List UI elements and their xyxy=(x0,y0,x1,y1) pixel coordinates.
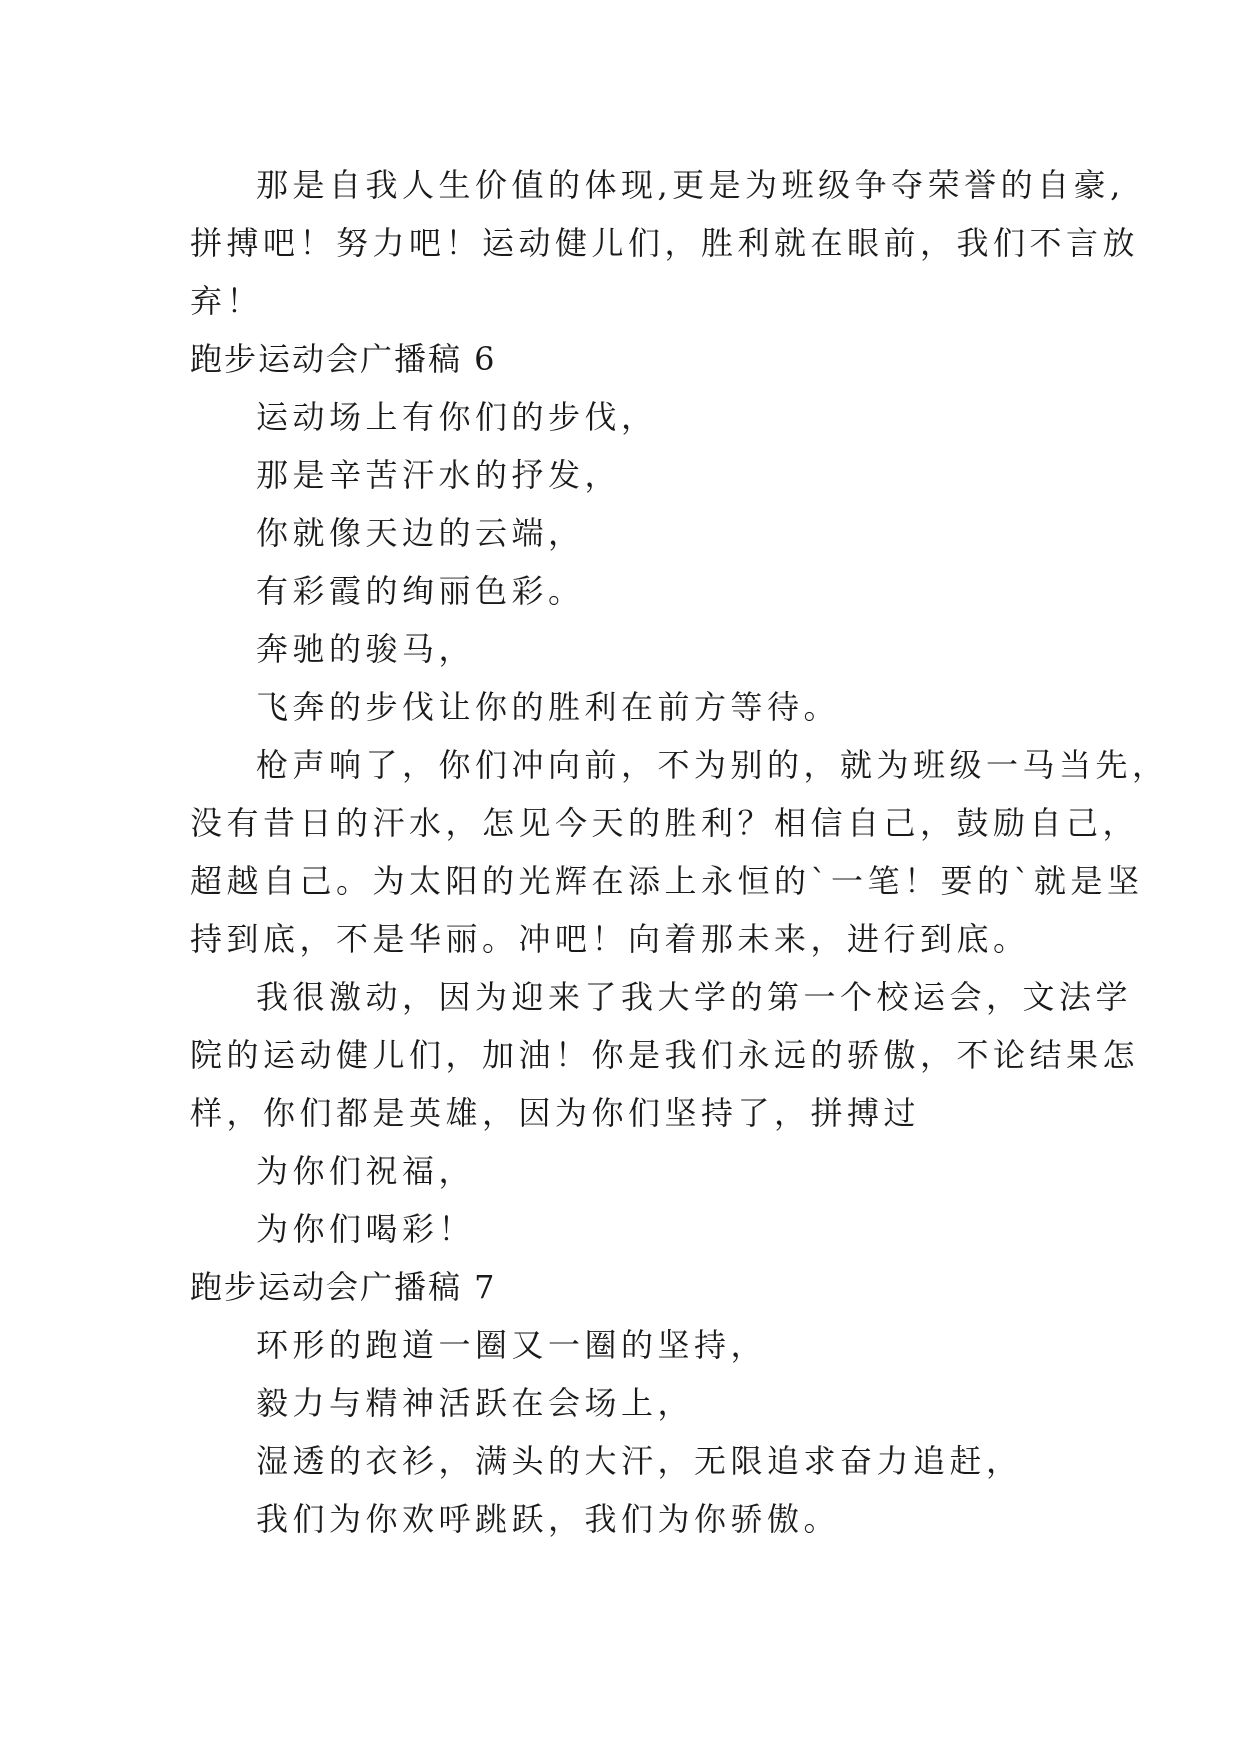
paragraph-line: 为你们喝彩！ xyxy=(256,1210,476,1248)
paragraph-line: 超越自己。为太阳的光辉在添上永恒的`一笔！要的`就是坚 xyxy=(190,862,1144,900)
paragraph-line: 样，你们都是英雄，因为你们坚持了，拼搏过 xyxy=(190,1094,921,1132)
paragraph-line: 弃！ xyxy=(190,282,264,320)
paragraph-line: 拼搏吧！努力吧！运动健儿们，胜利就在眼前，我们不言放 xyxy=(190,224,1140,262)
paragraph-line: 我很激动，因为迎来了我大学的第一个校运会，文法学 xyxy=(256,978,1133,1016)
paragraph-line: 院的运动健儿们，加油！你是我们永远的骄傲，不论结果怎 xyxy=(190,1036,1140,1074)
paragraph-line: 那是辛苦汗水的抒发， xyxy=(256,456,622,494)
paragraph-line: 枪声响了，你们冲向前，不为别的，就为班级一马当先， xyxy=(256,746,1169,784)
paragraph-line: 没有昔日的汗水，怎见今天的胜利？相信自己，鼓励自己， xyxy=(190,804,1140,842)
section-heading: 跑步运动会广播稿 6 xyxy=(190,340,497,378)
paragraph-line: 为你们祝福， xyxy=(256,1152,476,1190)
paragraph-line: 飞奔的步伐让你的胜利在前方等待。 xyxy=(256,688,841,726)
paragraph-line: 有彩霞的绚丽色彩。 xyxy=(256,572,585,610)
paragraph-line: 我们为你欢呼跳跃，我们为你骄傲。 xyxy=(256,1500,841,1538)
paragraph-line: 环形的跑道一圈又一圈的坚持， xyxy=(256,1326,768,1364)
paragraph-line: 毅力与精神活跃在会场上， xyxy=(256,1384,695,1422)
paragraph-line: 奔驰的骏马， xyxy=(256,630,476,668)
paragraph-line: 湿透的衣衫，满头的大汗，无限追求奋力追赶， xyxy=(256,1442,1023,1480)
section-heading: 跑步运动会广播稿 7 xyxy=(190,1268,497,1306)
paragraph-line: 运动场上有你们的步伐， xyxy=(256,398,658,436)
paragraph-line: 那是自我人生价值的体现,更是为班级争夺荣誉的自豪, xyxy=(256,166,1125,204)
paragraph-line: 持到底，不是华丽。冲吧！向着那未来，进行到底。 xyxy=(190,920,1030,958)
paragraph-line: 你就像天边的云端， xyxy=(256,514,585,552)
